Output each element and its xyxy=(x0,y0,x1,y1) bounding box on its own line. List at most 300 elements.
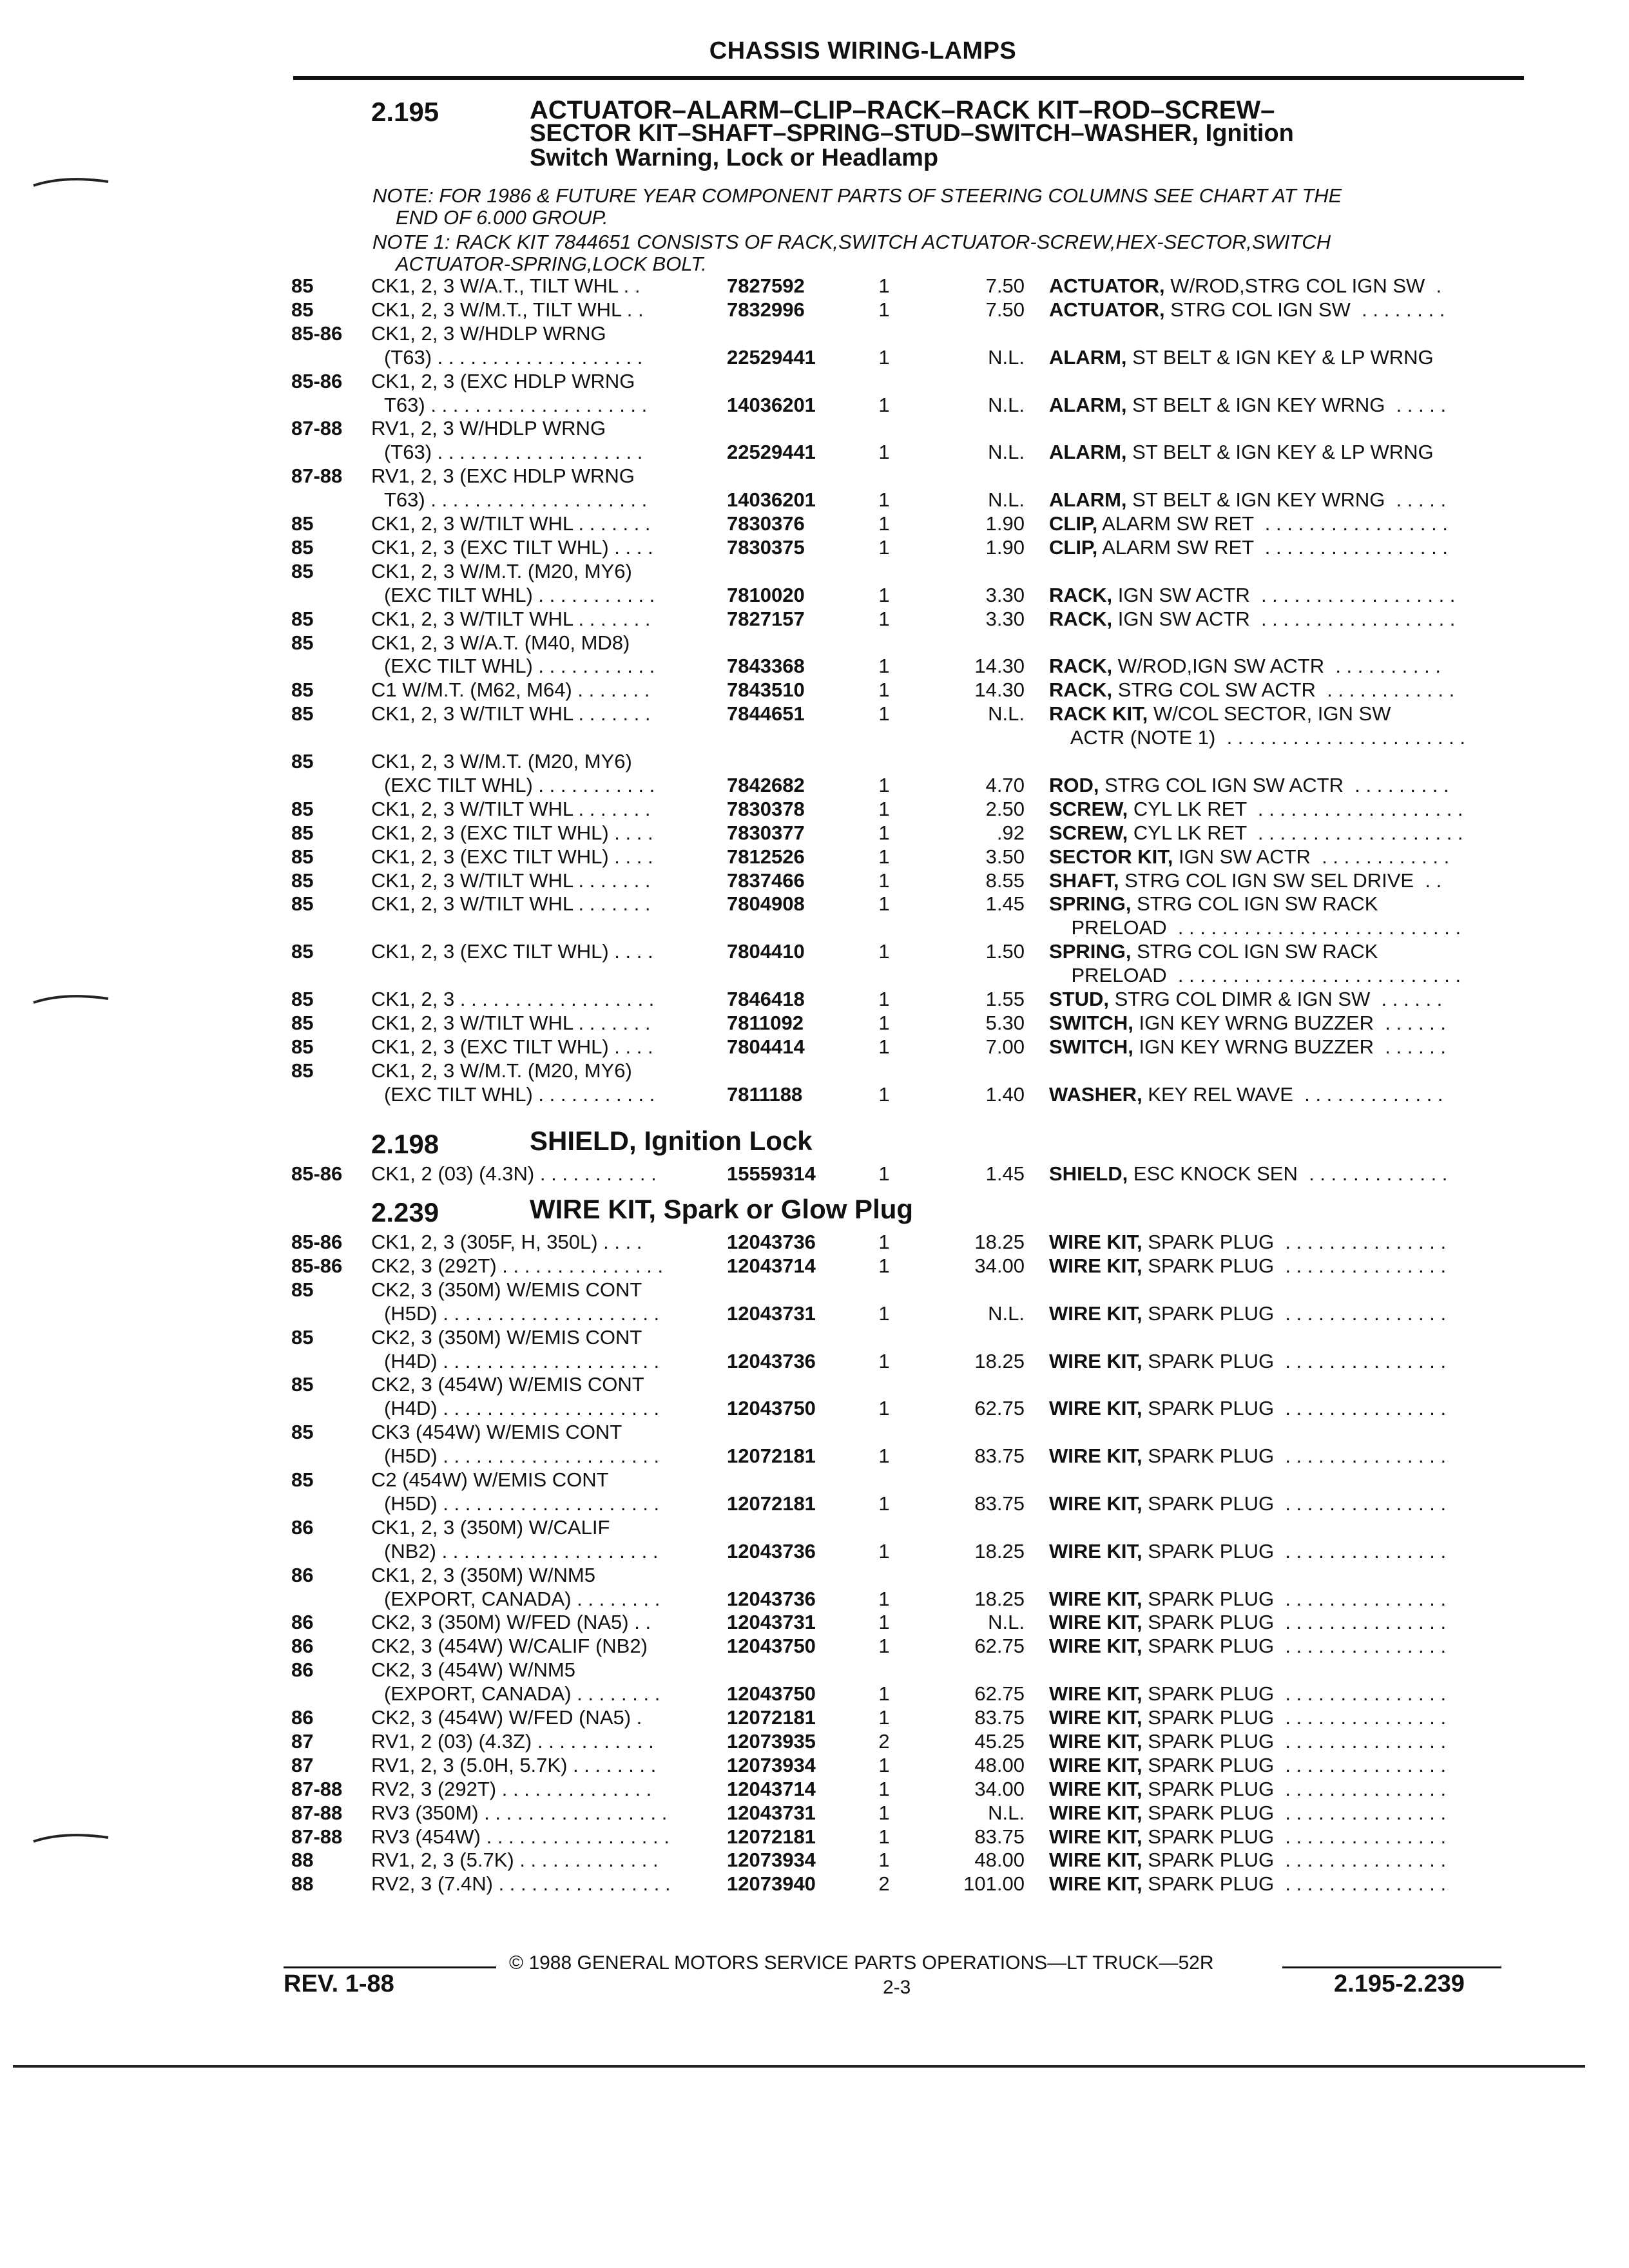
part-number: 7842682 xyxy=(727,773,805,796)
part-name xyxy=(1049,964,1461,987)
part-number: 7844651 xyxy=(727,702,805,726)
application-description: RV1, 2, 3 W/HDLP WRNG xyxy=(371,417,606,440)
price: 18.25 xyxy=(974,1539,1025,1562)
part-name xyxy=(1049,678,1454,702)
part-number: 7837466 xyxy=(727,869,805,892)
price: 1.50 xyxy=(985,940,1025,963)
model-year: 85 xyxy=(291,631,314,654)
footer-section-range: 2.195-2.239 xyxy=(1334,1970,1465,1997)
application-description: CK1, 2, 3 W/TILT WHL . . . . . . . xyxy=(371,512,651,535)
part-name xyxy=(1049,1682,1446,1706)
model-year: 85 xyxy=(291,750,314,773)
quantity: 1 xyxy=(878,393,890,416)
model-year: 85 xyxy=(291,607,314,630)
part-name-bold: WIRE KIT, xyxy=(1049,1777,1142,1800)
part-name-detail: KEY REL WAVE . . . . . . . . . . . . . xyxy=(1142,1082,1443,1106)
model-year: 85 xyxy=(291,1278,314,1301)
price: 1.45 xyxy=(985,1162,1025,1185)
part-name-bold: SPRING, xyxy=(1049,892,1132,916)
quantity: 1 xyxy=(878,1753,890,1776)
part-name xyxy=(1049,1492,1446,1515)
price: 48.00 xyxy=(974,1753,1025,1776)
application-description: CK1, 2, 3 W/TILT WHL . . . . . . . xyxy=(371,869,651,892)
model-year: 85 xyxy=(291,274,314,297)
quantity: 1 xyxy=(878,1777,890,1800)
part-number: 12043750 xyxy=(727,1682,816,1706)
part-name-bold: WIRE KIT, xyxy=(1049,1397,1142,1420)
price: 4.70 xyxy=(985,773,1025,796)
application-description: CK1, 2, 3 (EXC TILT WHL) . . . . xyxy=(371,1035,653,1058)
part-name xyxy=(1049,1754,1446,1777)
price: 62.75 xyxy=(974,1635,1025,1658)
part-name-detail: SPARK PLUG . . . . . . . . . . . . . . . xyxy=(1142,1587,1447,1610)
part-name xyxy=(1049,774,1449,797)
price: 48.00 xyxy=(974,1849,1025,1872)
quantity: 1 xyxy=(878,583,890,606)
part-name-bold: WIRE KIT, xyxy=(1049,1445,1142,1468)
model-year: 85 xyxy=(291,559,314,582)
quantity: 1 xyxy=(878,607,890,630)
part-name xyxy=(1049,1778,1446,1801)
model-year: 85 xyxy=(291,1373,314,1396)
part-name xyxy=(1049,1302,1446,1325)
part-name xyxy=(1049,655,1441,678)
model-year: 85 xyxy=(291,892,314,916)
part-name-detail: ST BELT & IGN KEY WRNG . . . . . xyxy=(1126,488,1447,512)
application-description: (NB2) . . . . . . . . . . . . . . . . . . . . xyxy=(384,1539,659,1562)
application-description: CK1, 2, 3 W/M.T. (M20, MY6) xyxy=(371,750,632,773)
model-year: 85 xyxy=(291,1421,314,1444)
application-description: (EXC TILT WHL) . . . . . . . . . . . xyxy=(384,655,655,678)
part-name xyxy=(1049,892,1378,916)
punch-mark-icon xyxy=(32,178,110,187)
application-description: RV2, 3 (292T) . . . . . . . . . . . . . . xyxy=(371,1777,652,1800)
part-name-detail: ESC KNOCK SEN . . . . . . . . . . . . . xyxy=(1128,1162,1448,1185)
part-number: 12043736 xyxy=(727,1587,816,1610)
part-name xyxy=(1049,1872,1446,1896)
price: 18.25 xyxy=(974,1587,1025,1610)
model-year: 87-88 xyxy=(291,465,343,488)
part-number: 22529441 xyxy=(727,345,816,369)
part-name-bold: ROD, xyxy=(1049,773,1099,796)
application-description: (EXPORT, CANADA) . . . . . . . . xyxy=(384,1587,660,1610)
part-name-bold: WIRE KIT, xyxy=(1049,1753,1142,1776)
quantity: 1 xyxy=(878,1011,890,1034)
part-name-detail: SPARK PLUG . . . . . . . . . . . . . . . xyxy=(1142,1729,1447,1753)
footer-revision: REV. 1-88 xyxy=(284,1970,394,1997)
model-year: 88 xyxy=(291,1849,314,1872)
price: 34.00 xyxy=(974,1254,1025,1277)
application-description: RV1, 2, 3 (5.0H, 5.7K) . . . . . . . . xyxy=(371,1753,657,1776)
price: 18.25 xyxy=(974,1349,1025,1372)
model-year: 85 xyxy=(291,298,314,321)
part-name-detail: SPARK PLUG . . . . . . . . . . . . . . . xyxy=(1142,1397,1447,1420)
part-name-bold: SCREW, xyxy=(1049,821,1128,844)
part-name xyxy=(1049,822,1463,845)
section-title-line: Switch Warning, Lock or Headlamp xyxy=(530,144,939,171)
part-number: 14036201 xyxy=(727,488,816,512)
part-name-detail: W/COL SECTOR, IGN SW xyxy=(1148,702,1391,726)
punch-mark-icon xyxy=(32,1834,110,1843)
part-name-bold: SPRING, xyxy=(1049,940,1132,963)
footer-rule xyxy=(1282,1966,1501,1968)
part-name xyxy=(1049,1611,1446,1634)
part-number: 15559314 xyxy=(727,1162,816,1185)
part-name xyxy=(1049,845,1449,869)
model-year: 86 xyxy=(291,1515,314,1539)
model-year: 86 xyxy=(291,1611,314,1634)
quantity: 1 xyxy=(878,1611,890,1634)
quantity: 1 xyxy=(878,1397,890,1420)
part-name-bold: WIRE KIT, xyxy=(1049,1587,1142,1610)
part-number: 7827157 xyxy=(727,607,805,630)
part-name-detail: SPARK PLUG . . . . . . . . . . . . . . . xyxy=(1142,1635,1447,1658)
price: 62.75 xyxy=(974,1682,1025,1706)
part-name-detail: STRG COL IGN SW RACK xyxy=(1131,940,1378,963)
part-name-bold: RACK, xyxy=(1049,678,1113,702)
quantity: 2 xyxy=(878,1729,890,1753)
quantity: 1 xyxy=(878,1587,890,1610)
price: 62.75 xyxy=(974,1397,1025,1420)
quantity: 1 xyxy=(878,1849,890,1872)
application-description: CK1, 2, 3 W/TILT WHL . . . . . . . xyxy=(371,607,651,630)
part-name-bold: WIRE KIT, xyxy=(1049,1729,1142,1753)
price: 1.55 xyxy=(985,988,1025,1010)
price: 5.30 xyxy=(985,1011,1025,1034)
bottom-rule xyxy=(13,2065,1585,2068)
quantity: 1 xyxy=(878,1162,890,1185)
application-description: (H5D) . . . . . . . . . . . . . . . . . . . . xyxy=(384,1445,660,1468)
part-name xyxy=(1049,488,1446,512)
application-description: RV2, 3 (7.4N) . . . . . . . . . . . . . . . . xyxy=(371,1872,671,1896)
part-name-bold: WIRE KIT, xyxy=(1049,1349,1142,1372)
part-name-detail: SPARK PLUG . . . . . . . . . . . . . . . xyxy=(1142,1492,1447,1515)
part-name-bold: SCREW, xyxy=(1049,797,1128,820)
part-name-detail: STRG COL IGN SW ACTR . . . . . . . . . xyxy=(1099,773,1449,796)
part-name-bold: ACTUATOR, xyxy=(1049,274,1165,297)
header-rule xyxy=(293,76,1524,80)
model-year: 85 xyxy=(291,535,314,559)
model-year: 85 xyxy=(291,940,314,963)
part-name xyxy=(1049,346,1434,369)
part-name xyxy=(1049,1012,1446,1035)
part-name xyxy=(1049,988,1442,1011)
part-number: 7832996 xyxy=(727,298,805,321)
part-number: 12043750 xyxy=(727,1635,816,1658)
part-name-detail: IGN KEY WRNG BUZZER . . . . . . xyxy=(1133,1011,1447,1034)
model-year: 85 xyxy=(291,821,314,844)
part-name-detail: STRG COL DIMR & IGN SW . . . . . . xyxy=(1109,988,1443,1010)
model-year: 85-86 xyxy=(291,322,343,345)
part-number: 12043736 xyxy=(727,1349,816,1372)
part-number: 7843510 xyxy=(727,678,805,702)
price: 7.00 xyxy=(985,1035,1025,1058)
application-description: (EXC TILT WHL) . . . . . . . . . . . xyxy=(384,583,655,606)
part-name-bold: ALARM, xyxy=(1049,488,1127,512)
part-name-detail: STRG COL SW ACTR . . . . . . . . . . . . xyxy=(1112,678,1455,702)
part-name-bold: WIRE KIT, xyxy=(1049,1801,1142,1824)
part-name-detail: ALARM SW RET . . . . . . . . . . . . . . . . . xyxy=(1097,535,1448,559)
application-description: T63) . . . . . . . . . . . . . . . . . . . . xyxy=(384,393,648,416)
part-name-detail: SPARK PLUG . . . . . . . . . . . . . . . xyxy=(1142,1825,1447,1848)
part-name xyxy=(1049,1035,1446,1059)
price: N.L. xyxy=(988,1801,1025,1824)
quantity: 1 xyxy=(878,1706,890,1729)
application-description: CK2, 3 (454W) W/NM5 xyxy=(371,1658,575,1682)
application-description: CK1, 2, 3 (EXC TILT WHL) . . . . xyxy=(371,821,653,844)
price: N.L. xyxy=(988,1611,1025,1634)
application-description: CK1, 2, 3 W/M.T. (M20, MY6) xyxy=(371,559,632,582)
quantity: 1 xyxy=(878,1349,890,1372)
part-name-detail: SPARK PLUG . . . . . . . . . . . . . . . xyxy=(1142,1849,1447,1872)
price: 1.90 xyxy=(985,535,1025,559)
application-description: CK2, 3 (454W) W/EMIS CONT xyxy=(371,1373,644,1396)
quantity: 1 xyxy=(878,940,890,963)
price: 34.00 xyxy=(974,1777,1025,1800)
part-name xyxy=(1049,608,1455,631)
application-description: CK2, 3 (350M) W/EMIS CONT xyxy=(371,1278,642,1301)
part-number: 12043736 xyxy=(727,1231,816,1253)
model-year: 86 xyxy=(291,1563,314,1586)
part-name xyxy=(1049,1162,1447,1186)
part-name-bold: SWITCH, xyxy=(1049,1011,1133,1034)
punch-mark-icon xyxy=(32,995,110,1004)
application-description: (T63) . . . . . . . . . . . . . . . . . . . xyxy=(384,441,643,464)
part-name-bold: STUD, xyxy=(1049,988,1109,1010)
application-description: CK1, 2, 3 W/A.T., TILT WHL . . xyxy=(371,274,641,297)
quantity: 1 xyxy=(878,298,890,321)
application-description: CK1, 2, 3 (350M) W/NM5 xyxy=(371,1563,595,1586)
part-name-detail: STRG COL IGN SW SEL DRIVE . . xyxy=(1119,869,1442,892)
part-name-bold: WIRE KIT, xyxy=(1049,1539,1142,1562)
application-description: CK1, 2, 3 (EXC TILT WHL) . . . . xyxy=(371,845,653,868)
part-name-bold: WIRE KIT, xyxy=(1049,1231,1142,1253)
quantity: 1 xyxy=(878,845,890,868)
model-year: 85 xyxy=(291,869,314,892)
part-number: 12043736 xyxy=(727,1539,816,1562)
part-name-detail: STRG COL IGN SW . . . . . . . . xyxy=(1164,298,1445,321)
part-name-bold: SHIELD, xyxy=(1049,1162,1128,1185)
quantity: 1 xyxy=(878,1539,890,1562)
application-description: CK1, 2, 3 W/TILT WHL . . . . . . . xyxy=(371,702,651,726)
part-number: 12073940 xyxy=(727,1872,816,1896)
application-description: (H4D) . . . . . . . . . . . . . . . . . . . . xyxy=(384,1349,660,1372)
price: N.L. xyxy=(988,393,1025,416)
section-number: 2.198 xyxy=(371,1129,439,1159)
model-year: 85 xyxy=(291,1468,314,1491)
application-description: RV1, 2, 3 (EXC HDLP WRNG xyxy=(371,465,635,488)
part-name xyxy=(1049,1802,1446,1825)
part-name-detail: SPARK PLUG . . . . . . . . . . . . . . . xyxy=(1142,1753,1447,1776)
quantity: 1 xyxy=(878,535,890,559)
part-name-detail: IGN SW ACTR . . . . . . . . . . . . xyxy=(1173,845,1450,868)
part-name-detail: ACTR (NOTE 1) . . . . . . . . . . . . . . . . . . . . . . xyxy=(1049,726,1465,749)
part-number: 12043731 xyxy=(727,1302,816,1325)
model-year: 85-86 xyxy=(291,369,343,392)
application-description: C2 (454W) W/EMIS CONT xyxy=(371,1468,609,1491)
part-number: 7843368 xyxy=(727,655,805,678)
model-year: 85-86 xyxy=(291,1162,343,1185)
part-name xyxy=(1049,441,1434,464)
price: N.L. xyxy=(988,488,1025,512)
quantity: 1 xyxy=(878,1082,890,1106)
part-name-bold: WIRE KIT, xyxy=(1049,1872,1142,1896)
part-number: 12073934 xyxy=(727,1849,816,1872)
part-name-bold: WIRE KIT, xyxy=(1049,1682,1142,1706)
section-number: 2.195 xyxy=(371,97,439,127)
model-year: 85 xyxy=(291,1035,314,1058)
footer-rule xyxy=(284,1966,496,1968)
part-name-detail: PRELOAD . . . . . . . . . . . . . . . . . . . . . . . . . . xyxy=(1049,916,1461,939)
part-number: 12072181 xyxy=(727,1825,816,1848)
price: N.L. xyxy=(988,702,1025,726)
part-name xyxy=(1049,1849,1446,1872)
part-name-bold: ALARM, xyxy=(1049,393,1127,416)
part-name xyxy=(1049,536,1448,559)
part-name-bold: WIRE KIT, xyxy=(1049,1825,1142,1848)
part-name-bold: RACK KIT, xyxy=(1049,702,1148,726)
part-name-bold: SWITCH, xyxy=(1049,1035,1133,1058)
part-name xyxy=(1049,584,1455,607)
model-year: 85 xyxy=(291,845,314,868)
quantity: 1 xyxy=(878,1801,890,1824)
part-name xyxy=(1049,1231,1446,1254)
application-description: (T63) . . . . . . . . . . . . . . . . . . . xyxy=(384,345,643,369)
application-description: CK1, 2, 3 W/A.T. (M40, MD8) xyxy=(371,631,630,654)
part-name-bold: CLIP, xyxy=(1049,512,1098,535)
quantity: 1 xyxy=(878,821,890,844)
application-description: CK1, 2, 3 W/TILT WHL . . . . . . . xyxy=(371,892,651,916)
quantity: 1 xyxy=(878,869,890,892)
part-name-detail: W/ROD,STRG COL IGN SW . xyxy=(1164,274,1442,297)
model-year: 85 xyxy=(291,512,314,535)
part-number: 22529441 xyxy=(727,441,816,464)
part-name-bold: RACK, xyxy=(1049,655,1113,678)
application-description: (EXPORT, CANADA) . . . . . . . . xyxy=(384,1682,660,1706)
part-name-bold: CLIP, xyxy=(1049,535,1098,559)
model-year: 86 xyxy=(291,1706,314,1729)
part-name-bold: WIRE KIT, xyxy=(1049,1635,1142,1658)
part-number: 12073935 xyxy=(727,1729,816,1753)
application-description: RV3 (454W) . . . . . . . . . . . . . . . . . xyxy=(371,1825,670,1848)
price: .92 xyxy=(996,821,1025,844)
price: 1.90 xyxy=(985,512,1025,535)
part-name xyxy=(1049,1445,1446,1468)
part-number: 12043714 xyxy=(727,1777,816,1800)
section-number: 2.239 xyxy=(371,1197,439,1227)
section-title-line: ACTUATOR–ALARM–CLIP–RACK–RACK KIT–ROD–SCREW– xyxy=(530,96,1275,124)
application-description: CK2, 3 (454W) W/CALIF (NB2) xyxy=(371,1635,648,1658)
model-year: 87 xyxy=(291,1753,314,1776)
part-name-bold: SHAFT, xyxy=(1049,869,1119,892)
price: 7.50 xyxy=(985,274,1025,297)
part-name xyxy=(1049,726,1465,749)
part-name-bold: ACTUATOR, xyxy=(1049,298,1165,321)
model-year: 85-86 xyxy=(291,1231,343,1253)
model-year: 87-88 xyxy=(291,1801,343,1824)
note-text: NOTE 1: RACK KIT 7844651 CONSISTS OF RACK,SWITCH ACTUATOR-SCREW,HEX-SECTOR,SWITCH xyxy=(372,231,1331,253)
part-name-detail: IGN SW ACTR . . . . . . . . . . . . . . . . . . xyxy=(1112,583,1456,606)
application-description: (H5D) . . . . . . . . . . . . . . . . . . . . xyxy=(384,1492,660,1515)
part-name xyxy=(1049,512,1448,535)
application-description: (H4D) . . . . . . . . . . . . . . . . . . . . xyxy=(384,1397,660,1420)
model-year: 85 xyxy=(291,1011,314,1034)
application-description: CK2, 3 (292T) . . . . . . . . . . . . . . . xyxy=(371,1254,664,1277)
part-name-bold: WIRE KIT, xyxy=(1049,1492,1142,1515)
quantity: 1 xyxy=(878,1825,890,1848)
part-name xyxy=(1049,1825,1446,1849)
part-number: 7811092 xyxy=(727,1011,804,1034)
part-number: 14036201 xyxy=(727,393,816,416)
part-number: 7827592 xyxy=(727,274,805,297)
price: 14.30 xyxy=(974,655,1025,678)
part-name xyxy=(1049,869,1441,892)
part-name-bold: WIRE KIT, xyxy=(1049,1706,1142,1729)
quantity: 1 xyxy=(878,1492,890,1515)
application-description: CK1, 2, 3 (EXC TILT WHL) . . . . xyxy=(371,535,653,559)
model-year: 85 xyxy=(291,988,314,1010)
part-name-bold: ALARM, xyxy=(1049,441,1127,464)
application-description: CK2, 3 (350M) W/EMIS CONT xyxy=(371,1325,642,1349)
part-name-bold: WIRE KIT, xyxy=(1049,1302,1142,1325)
part-number: 7830378 xyxy=(727,797,805,820)
part-name-detail: ST BELT & IGN KEY WRNG . . . . . xyxy=(1126,393,1447,416)
part-number: 7804410 xyxy=(727,940,805,963)
part-number: 7811188 xyxy=(727,1082,803,1106)
application-description: CK1, 2, 3 . . . . . . . . . . . . . . . . . . xyxy=(371,988,655,1010)
part-name xyxy=(1049,940,1378,963)
quantity: 1 xyxy=(878,773,890,796)
section-title-line: WIRE KIT, Spark or Glow Plug xyxy=(530,1194,914,1224)
part-name-detail: STRG COL IGN SW RACK xyxy=(1131,892,1378,916)
part-name-detail: IGN SW ACTR . . . . . . . . . . . . . . . . . . xyxy=(1112,607,1456,630)
part-name-detail: SPARK PLUG . . . . . . . . . . . . . . . xyxy=(1142,1539,1447,1562)
quantity: 1 xyxy=(878,1231,890,1253)
application-description: (EXC TILT WHL) . . . . . . . . . . . xyxy=(384,773,655,796)
part-name xyxy=(1049,702,1391,726)
application-description: C1 W/M.T. (M62, M64) . . . . . . . xyxy=(371,678,650,702)
quantity: 2 xyxy=(878,1872,890,1896)
application-description: CK3 (454W) W/EMIS CONT xyxy=(371,1421,622,1444)
part-name xyxy=(1049,1706,1446,1729)
model-year: 85 xyxy=(291,702,314,726)
model-year: 87-88 xyxy=(291,417,343,440)
price: 3.50 xyxy=(985,845,1025,868)
price: 83.75 xyxy=(974,1492,1025,1515)
application-description: (EXC TILT WHL) . . . . . . . . . . . xyxy=(384,1082,655,1106)
application-description: (H5D) . . . . . . . . . . . . . . . . . . . . xyxy=(384,1302,660,1325)
quantity: 1 xyxy=(878,702,890,726)
quantity: 1 xyxy=(878,1682,890,1706)
application-description: RV3 (350M) . . . . . . . . . . . . . . . . . xyxy=(371,1801,668,1824)
model-year: 86 xyxy=(291,1635,314,1658)
part-name-detail: PRELOAD . . . . . . . . . . . . . . . . . . . . . . . . . . xyxy=(1049,964,1461,987)
application-description: CK2, 3 (350M) W/FED (NA5) . . xyxy=(371,1611,651,1634)
part-name xyxy=(1049,916,1461,939)
price: 8.55 xyxy=(985,869,1025,892)
application-description: CK1, 2, 3 (305F, H, 350L) . . . . xyxy=(371,1231,642,1253)
application-description: CK2, 3 (454W) W/FED (NA5) . xyxy=(371,1706,642,1729)
part-name-detail: ALARM SW RET . . . . . . . . . . . . . . . . . xyxy=(1097,512,1448,535)
quantity: 1 xyxy=(878,1635,890,1658)
part-number: 12043714 xyxy=(727,1254,816,1277)
application-description: CK1, 2, 3 W/TILT WHL . . . . . . . xyxy=(371,797,651,820)
part-name-detail: SPARK PLUG . . . . . . . . . . . . . . . xyxy=(1142,1445,1447,1468)
part-name-bold: SECTOR KIT, xyxy=(1049,845,1173,868)
quantity: 1 xyxy=(878,678,890,702)
application-description: CK1, 2, 3 (EXC TILT WHL) . . . . xyxy=(371,940,653,963)
quantity: 1 xyxy=(878,1254,890,1277)
